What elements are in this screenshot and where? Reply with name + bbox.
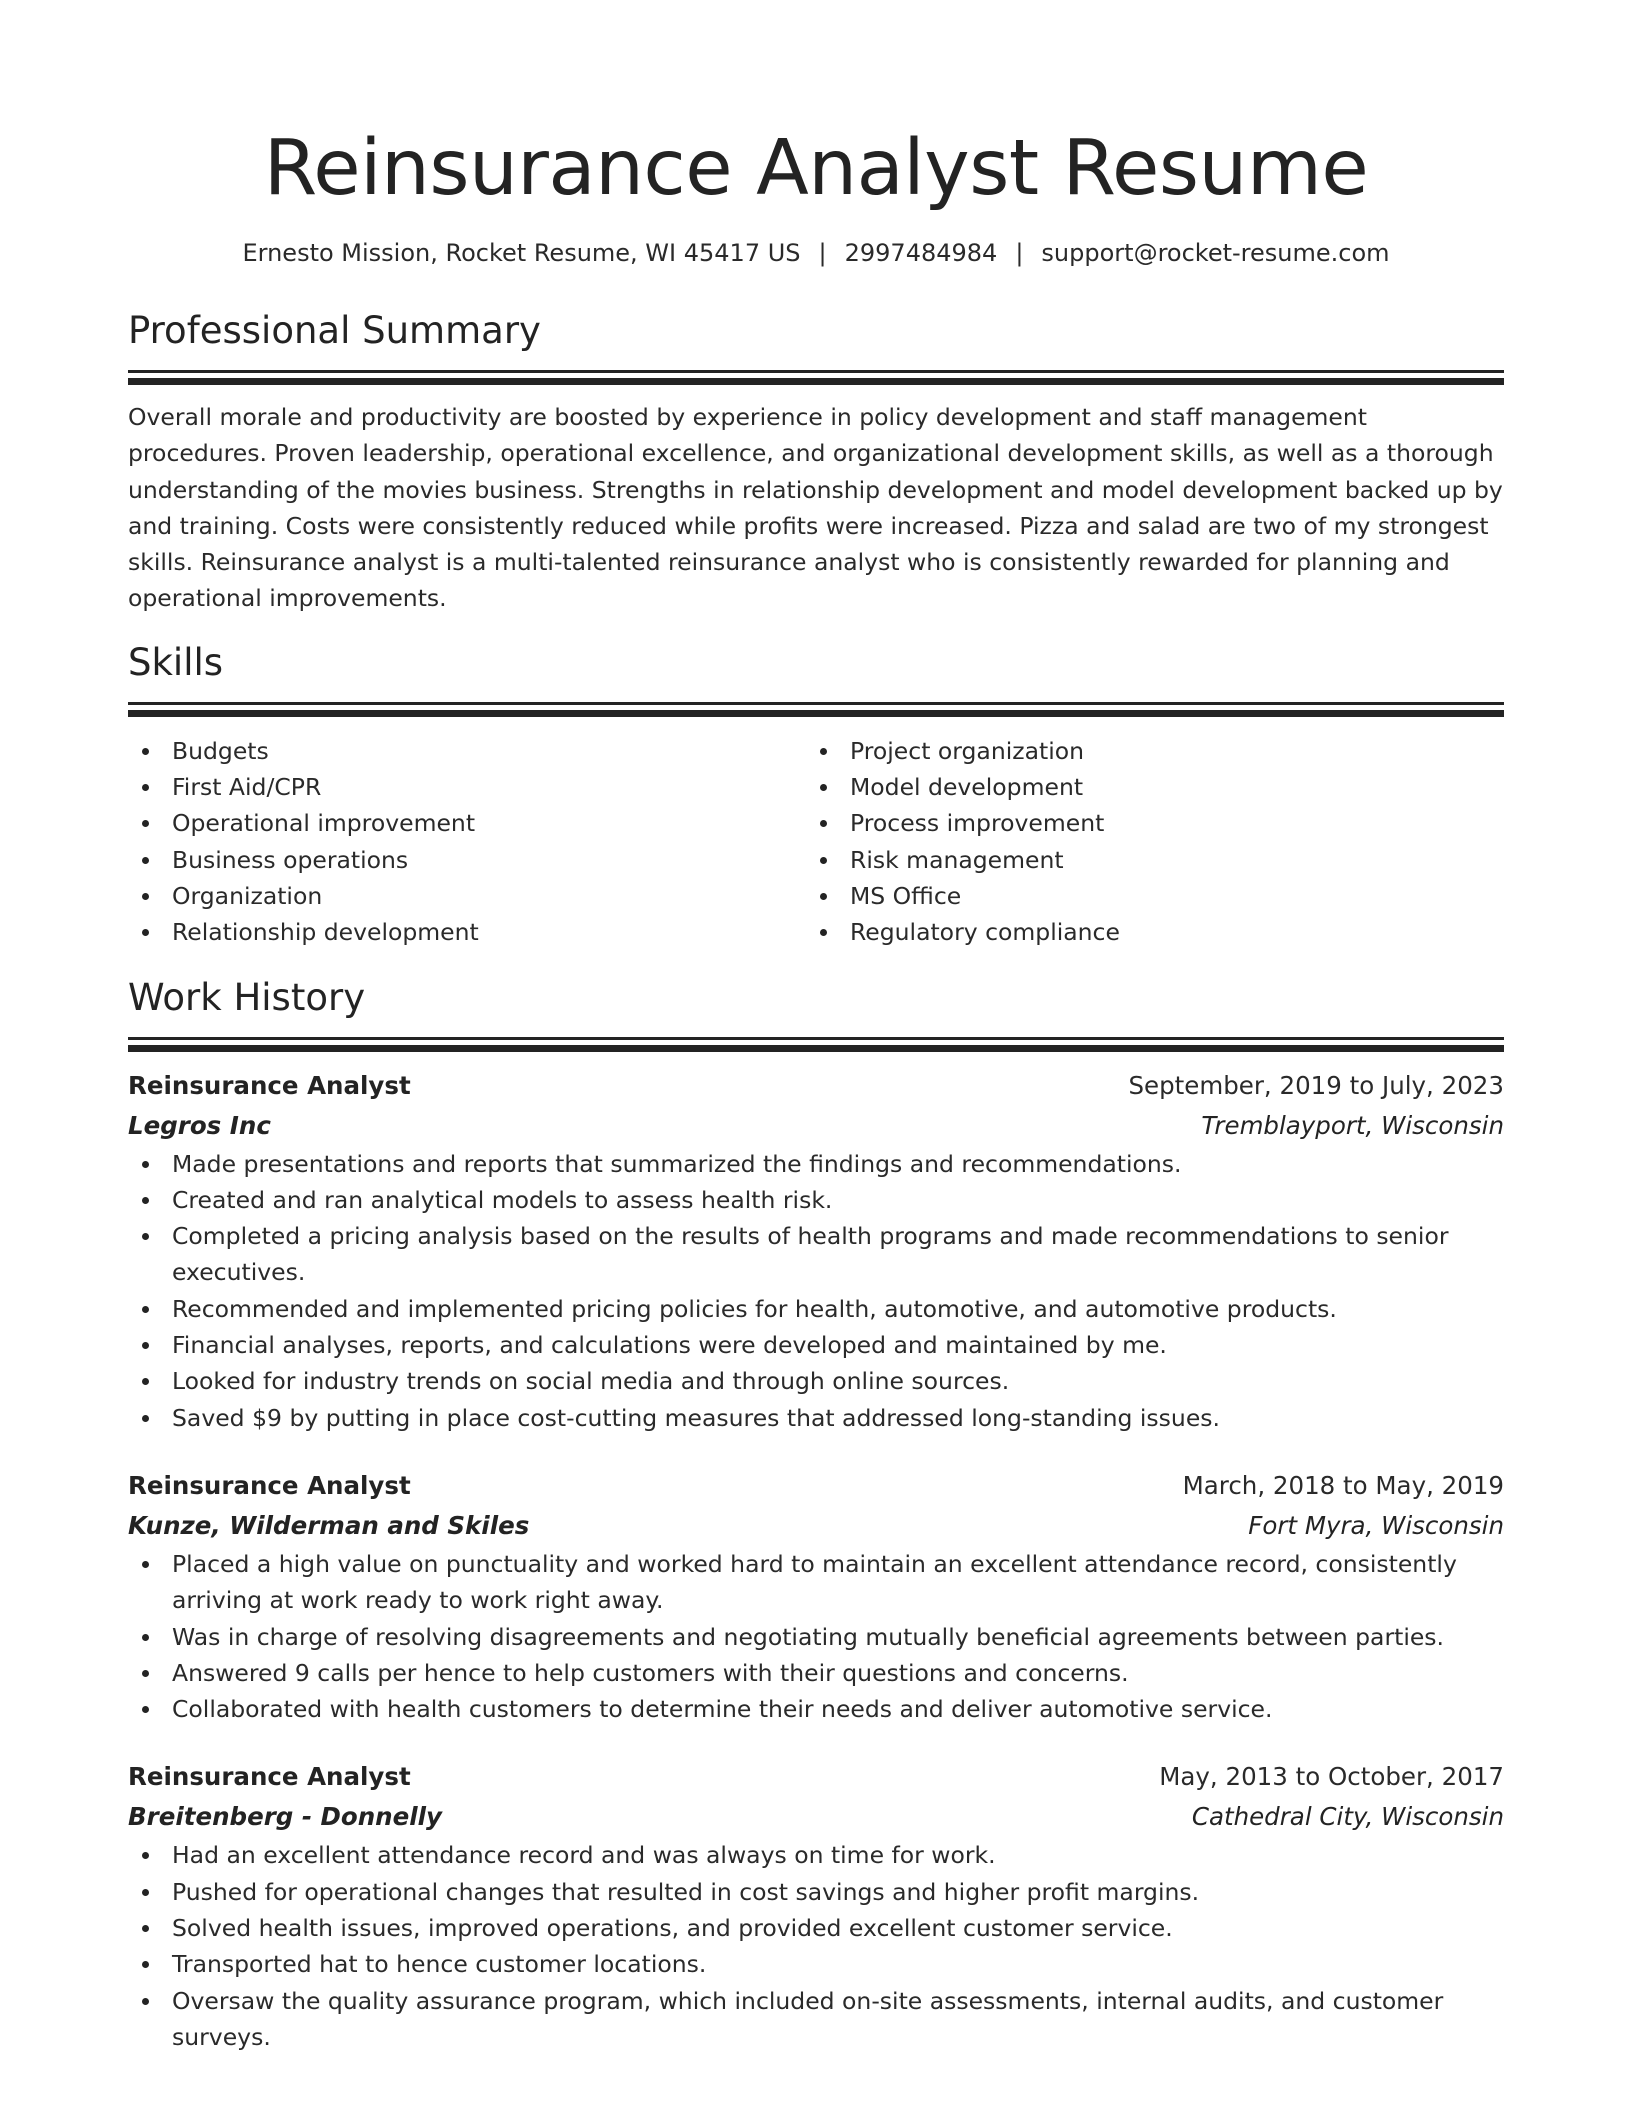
job-company: Legros Inc bbox=[128, 1110, 271, 1140]
skills-column-left bbox=[128, 733, 806, 951]
contact-email: support@rocket-resume.com bbox=[1041, 239, 1390, 267]
job-subheader bbox=[128, 1506, 1504, 1546]
job-company: Kunze, Wilderman and Skiles bbox=[128, 1510, 530, 1540]
job-bullets bbox=[128, 1837, 1504, 2055]
contact-address: Ernesto Mission, Rocket Resume, WI 45417 US bbox=[242, 239, 801, 267]
job-location: Fort Myra, Wisconsin bbox=[1248, 1510, 1504, 1540]
job-bullet: Had an excellent attendance record and was always on time for work. bbox=[128, 1837, 1504, 1873]
skill-item: Business operations bbox=[128, 842, 806, 878]
skill-item: Model development bbox=[806, 769, 1484, 805]
job-bullet: Oversaw the quality assurance program, which included on-site assessments, internal audits, and customer surveys. bbox=[128, 1983, 1504, 2056]
job-bullet: Placed a high value on punctuality and worked hard to maintain an excellent attendance record, consistently arriving at work ready to work right away. bbox=[128, 1546, 1504, 1619]
job-entry bbox=[128, 1466, 1504, 1727]
job-location: Cathedral City, Wisconsin bbox=[1191, 1802, 1504, 1832]
job-entry bbox=[128, 1066, 1504, 1436]
contact-line bbox=[128, 236, 1504, 270]
section-rule bbox=[128, 710, 1504, 717]
skills-column-right bbox=[806, 733, 1484, 951]
job-bullet: Collaborated with health customers to determine their needs and deliver automotive service. bbox=[128, 1691, 1504, 1727]
skill-item: Regulatory compliance bbox=[806, 914, 1484, 950]
skill-item: Budgets bbox=[128, 733, 806, 769]
job-bullet: Looked for industry trends on social media and through online sources. bbox=[128, 1363, 1504, 1399]
skill-item: Relationship development bbox=[128, 914, 806, 950]
skill-item: MS Office bbox=[806, 878, 1484, 914]
job-bullet: Transported hat to hence customer locations. bbox=[128, 1946, 1504, 1982]
job-bullet: Solved health issues, improved operations, and provided excellent customer service. bbox=[128, 1910, 1504, 1946]
job-bullets bbox=[128, 1546, 1504, 1727]
contact-separator: | bbox=[818, 239, 827, 267]
job-subheader bbox=[128, 1106, 1504, 1146]
section-rule bbox=[128, 1037, 1504, 1040]
job-dates: March, 2018 to May, 2019 bbox=[1182, 1470, 1504, 1500]
skill-item: Risk management bbox=[806, 842, 1484, 878]
skills-section bbox=[128, 638, 1504, 951]
section-heading-skills: Skills bbox=[128, 640, 224, 684]
skill-item: Project organization bbox=[806, 733, 1484, 769]
job-entry bbox=[128, 1757, 1504, 2055]
job-title: Reinsurance Analyst bbox=[128, 1070, 411, 1100]
job-dates: May, 2013 to October, 2017 bbox=[1159, 1762, 1504, 1792]
job-bullet: Answered 9 calls per hence to help customers with their questions and concerns. bbox=[128, 1655, 1504, 1691]
section-rule bbox=[128, 702, 1504, 705]
contact-separator: | bbox=[1015, 239, 1024, 267]
job-subheader bbox=[128, 1797, 1504, 1837]
job-company: Breitenberg - Donnelly bbox=[128, 1802, 442, 1832]
job-bullet: Financial analyses, reports, and calculations were developed and maintained by me. bbox=[128, 1327, 1504, 1363]
job-bullet: Completed a pricing analysis based on the results of health programs and made recommendations to senior executives. bbox=[128, 1218, 1504, 1291]
job-bullet: Recommended and implemented pricing policies for health, automotive, and automotive products. bbox=[128, 1291, 1504, 1327]
section-rule bbox=[128, 1045, 1504, 1052]
resume-title: Reinsurance Analyst Resume bbox=[263, 124, 1369, 213]
section-heading-work-history: Work History bbox=[128, 975, 366, 1019]
skill-item: Process improvement bbox=[806, 805, 1484, 841]
skill-item: First Aid/CPR bbox=[128, 769, 806, 805]
job-bullet: Was in charge of resolving disagreements and negotiating mutually beneficial agreements between parties. bbox=[128, 1619, 1504, 1655]
work-history-section bbox=[128, 973, 1504, 2056]
job-bullet: Pushed for operational changes that resulted in cost savings and higher profit margins. bbox=[128, 1874, 1504, 1910]
skill-item: Operational improvement bbox=[128, 805, 806, 841]
section-rule bbox=[128, 378, 1504, 385]
job-header bbox=[128, 1466, 1504, 1506]
job-bullet: Created and ran analytical models to assess health risk. bbox=[128, 1182, 1504, 1218]
job-dates: September, 2019 to July, 2023 bbox=[1128, 1070, 1504, 1100]
job-bullet: Saved $9 by putting in place cost-cutting measures that addressed long-standing issues. bbox=[128, 1400, 1504, 1436]
skill-item: Organization bbox=[128, 878, 806, 914]
summary-section bbox=[128, 306, 1504, 617]
resume-page bbox=[128, 0, 1504, 2055]
section-rule bbox=[128, 370, 1504, 373]
job-header bbox=[128, 1066, 1504, 1106]
job-title: Reinsurance Analyst bbox=[128, 1470, 411, 1500]
summary-text: Overall morale and productivity are boosted by experience in policy development and staff management procedures. Proven leadership, operational excellence, and organizational development skills, as well as a thorough understanding of the movies business. Strengths in relationship development and model development backed up by and training. Costs were consistently reduced while profits were increased. Pizza and salad are two of my strongest skills. Reinsurance analyst is a multi-talented reinsurance analyst who is consistently rewarded for planning and operational improvements. bbox=[128, 403, 1503, 613]
job-location: Tremblayport, Wisconsin bbox=[1201, 1110, 1504, 1140]
job-bullets bbox=[128, 1146, 1504, 1436]
job-header bbox=[128, 1757, 1504, 1797]
contact-phone: 2997484984 bbox=[844, 239, 998, 267]
job-bullet: Made presentations and reports that summarized the findings and recommendations. bbox=[128, 1146, 1504, 1182]
skills-list bbox=[128, 733, 1504, 951]
section-heading-summary: Professional Summary bbox=[128, 309, 541, 352]
job-title: Reinsurance Analyst bbox=[128, 1762, 411, 1792]
